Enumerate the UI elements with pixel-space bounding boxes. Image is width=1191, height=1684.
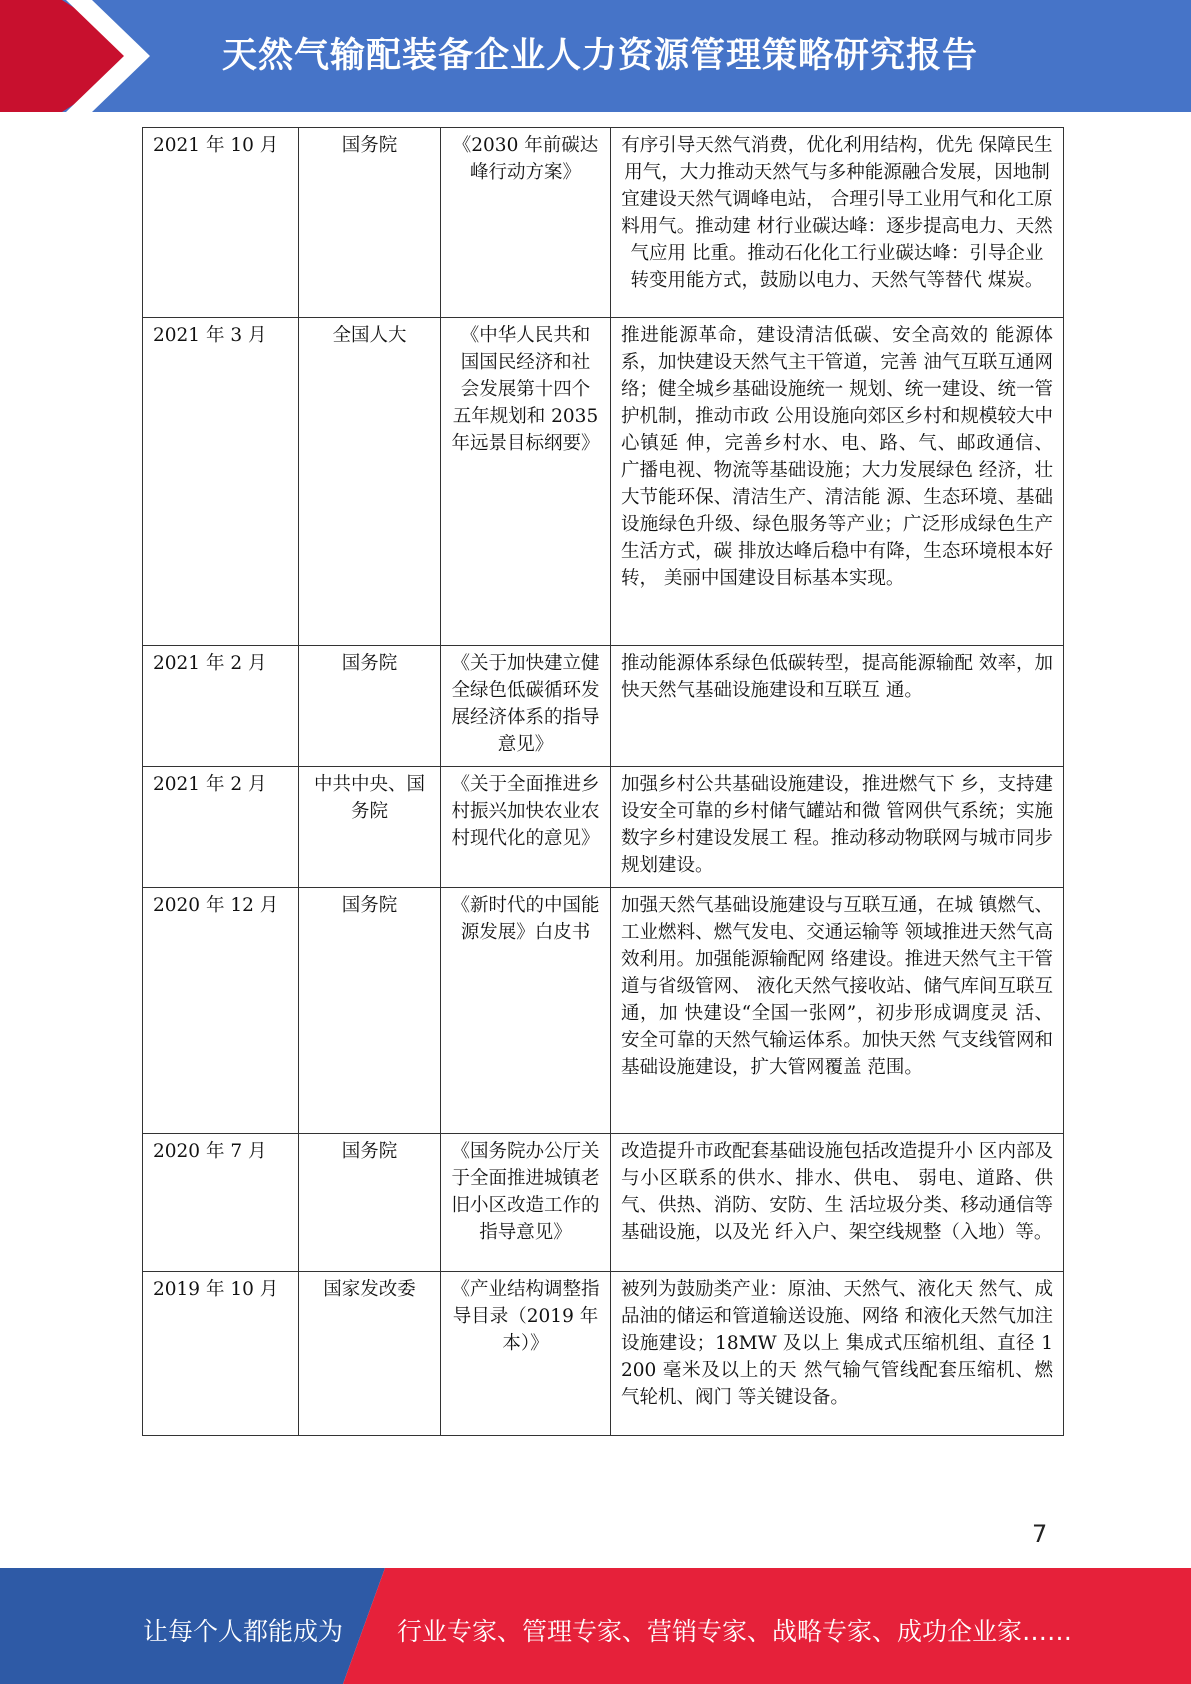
content-cell: 推进能源革命，建设清洁低碳、安全高效的 能源体系，加快建设天然气主干管道，完善 油气互联互通网络；健全城乡基础设施统一 规划、统一建设、统一管护机制，推动市政 公用设施向郊区乡村和规模较大中心镇延 伸，完善乡村水、电、路、气、邮政通信、 广播电视、物流等基础设施；大力发展绿色 经济，壮大节能环保、清洁生产、清洁能 源、生态环境、基础设施绿色升级、绿色服务等产业；广泛形成绿色生产生活方式，碳 排放达峰后稳中有降，生态环境根本好转， 美丽中国建设目标基本实现。	[611, 318, 1064, 646]
date-cell: 2020 年 7 月	[143, 1134, 299, 1272]
table-row	[143, 1134, 1064, 1272]
issuer-cell: 全国人大	[299, 318, 441, 646]
footer-slogan-left: 让每个人都能成为	[143, 1617, 344, 1646]
issuer-cell: 国务院	[299, 646, 441, 767]
table-row	[143, 318, 1064, 646]
issuer-cell: 国家发改委	[299, 1272, 441, 1436]
document-cell: 《关于加快建立健全绿色低碳循环发展经济体系的指导意见》	[441, 646, 611, 767]
page-footer	[0, 1568, 1191, 1684]
content-cell: 改造提升市政配套基础设施包括改造提升小 区内部及与小区联系的供水、排水、供电、 弱电、道路、供气、供热、消防、安防、生 活垃圾分类、移动通信等基础设施，以及光 纤入户、架空线规整（入地）等。	[611, 1134, 1064, 1272]
date-cell: 2020 年 12 月	[143, 888, 299, 1134]
page-number: 7	[1032, 1520, 1048, 1548]
footer-slogan-right: 行业专家、管理专家、营销专家、战略专家、成功企业家……	[397, 1617, 1073, 1646]
table-row	[143, 888, 1064, 1134]
document-cell: 《2030 年前碳达峰行动方案》	[441, 128, 611, 318]
policy-table	[142, 127, 1064, 1436]
document-cell: 《新时代的中国能源发展》白皮书	[441, 888, 611, 1134]
content-cell: 被列为鼓励类产业：原油、天然气、液化天 然气、成品油的储运和管道输送设施、网络 和液化天然气加注设施建设；18MW 及以上 集成式压缩机组、直径 1200 毫米及以上的天 然气输气管线配套压缩机、燃气轮机、阀门 等关键设备。	[611, 1272, 1064, 1436]
content-cell: 有序引导天然气消费，优化利用结构，优先 保障民生用气，大力推动天然气与多种能源融合发展，因地制宜建设天然气调峰电站， 合理引导工业用气和化工原料用气。推动建 材行业碳达峰：逐步提高电力、天然气应用 比重。推动石化化工行业碳达峰：引导企业 转变用能方式，鼓励以电力、天然气等替代 煤炭。	[611, 128, 1064, 318]
issuer-cell: 国务院	[299, 888, 441, 1134]
issuer-cell: 国务院	[299, 1134, 441, 1272]
date-cell: 2021 年 2 月	[143, 646, 299, 767]
content-cell: 加强天然气基础设施建设与互联互通，在城 镇燃气、工业燃料、燃气发电、交通运输等 领域推进天然气高效利用。加强能源输配网 络建设。推进天然气主干管道与省级管网、 液化天然气接收站、储气库间互联互通，加 快建设“全国一张网”，初步形成调度灵 活、安全可靠的天然气输运体系。加快天然 气支线管网和基础设施建设，扩大管网覆盖 范围。	[611, 888, 1064, 1134]
table-row	[143, 767, 1064, 888]
content-cell: 推动能源体系绿色低碳转型，提高能源输配 效率，加快天然气基础设施建设和互联互 通。	[611, 646, 1064, 767]
table-row	[143, 646, 1064, 767]
document-cell: 《关于全面推进乡村振兴加快农业农村现代化的意见》	[441, 767, 611, 888]
document-cell: 《产业结构调整指导目录（2019 年本）》	[441, 1272, 611, 1436]
table-row	[143, 128, 1064, 318]
document-cell: 《国务院办公厅关于全面推进城镇老旧小区改造工作的指导意见》	[441, 1134, 611, 1272]
date-cell: 2021 年 10 月	[143, 128, 299, 318]
content-cell: 加强乡村公共基础设施建设，推进燃气下 乡，支持建设安全可靠的乡村储气罐站和微 管网供气系统；实施数字乡村建设发展工 程。推动移动物联网与城市同步规划建设。	[611, 767, 1064, 888]
date-cell: 2021 年 2 月	[143, 767, 299, 888]
report-title: 天然气输配装备企业人力资源管理策略研究报告	[222, 36, 979, 76]
date-cell: 2021 年 3 月	[143, 318, 299, 646]
page-header	[0, 0, 1191, 112]
issuer-cell: 国务院	[299, 128, 441, 318]
date-cell: 2019 年 10 月	[143, 1272, 299, 1436]
document-cell: 《中华人民共和 国国民经济和社 会发展第十四个 五年规划和 2035 年远景目标纲要》	[441, 318, 611, 646]
issuer-cell: 中共中央、国务院	[299, 767, 441, 888]
table-row	[143, 1272, 1064, 1436]
